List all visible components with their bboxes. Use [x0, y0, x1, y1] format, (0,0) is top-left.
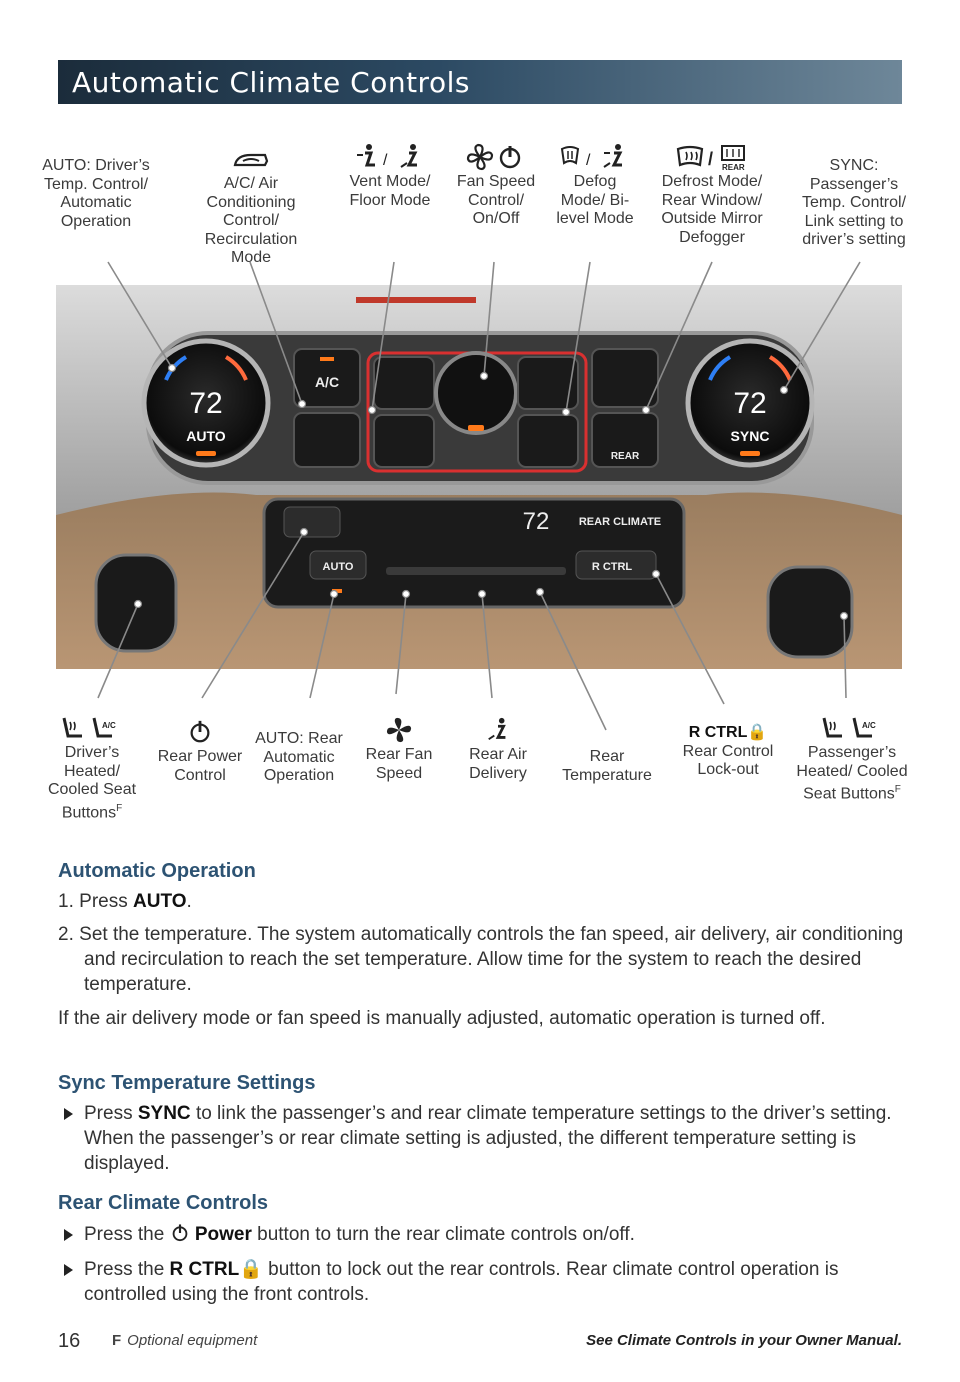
optional-equipment-mark-2: F [894, 784, 901, 795]
bullet-arrow-icon [64, 1229, 73, 1241]
ac-button-label: A/C [314, 374, 340, 390]
footnote-text: Optional equipment [127, 1332, 258, 1349]
step-2-text: Set the temperature. The system automatically controls the fan speed, air delivery, air conditioning and recirculation to reach the set temperature. Allow time for the system to reach the desired temperature. [79, 924, 904, 995]
defrost-rear-window-icon [650, 143, 774, 173]
vent-floor-icon [344, 143, 436, 173]
fan-speed-knob[interactable] [436, 353, 516, 433]
rear-b1-pre: Press the [84, 1224, 165, 1245]
callout-auto [36, 157, 156, 231]
bullet-arrow-icon [64, 1108, 73, 1120]
callout-passenger-seat-text: Passenger’s Heated/ Cooled Seat Buttons [796, 744, 908, 803]
fan-power-icon [456, 143, 536, 173]
step-1-pre: Press [79, 891, 128, 912]
callout-vent [344, 143, 436, 210]
climate-panel-photo [56, 285, 902, 669]
rear-b2-post: button to lock out the rear controls. Rear climate control operation is controlled using the front controls. [84, 1259, 839, 1305]
fan-icon [354, 716, 444, 746]
callout-rear-lockout-text: Rear Control Lock-out [682, 742, 774, 778]
sync-bullet [58, 1101, 908, 1176]
callout-defog-text: Defog Mode/ Bi-level Mode [556, 173, 634, 227]
heated-cooled-seat-icon [38, 714, 146, 744]
callout-rear-auto [252, 730, 346, 786]
rear-b1-keyword: Power [194, 1224, 252, 1245]
callout-rear-temp-text: Rear Temperature [562, 748, 652, 784]
header-bar [58, 60, 902, 104]
rear-button-label: REAR [610, 451, 640, 462]
callout-sync [792, 157, 916, 250]
vent-mode-button[interactable] [374, 357, 434, 409]
rear-controls-title: Rear Climate Controls [58, 1192, 269, 1214]
power-icon [170, 1223, 190, 1243]
callout-defrost-text: Defrost Mode/ Rear Window/ Outside Mirror Defogger [661, 173, 763, 246]
lock-icon: 🔒 [239, 1259, 263, 1280]
callout-rear-power-text: Rear Power Control [157, 748, 243, 784]
rear-power-bullet [58, 1222, 908, 1247]
callout-defrost [650, 143, 774, 247]
rear-ctrl-icon-text: R CTRL [688, 724, 748, 741]
callout-defog [552, 143, 638, 229]
defog-bilevel-icon [552, 143, 638, 173]
rear-ctrl-bullet [58, 1257, 908, 1307]
rear-b1-post: button to turn the rear climate controls on/off. [257, 1224, 635, 1245]
optional-equipment-mark: F [116, 802, 123, 814]
step-1-keyword: AUTO [133, 891, 187, 912]
sync-post: to link the passenger’s and rear climate temperature settings to the driver’s setting. When the passenger’s or rear climate setting is adjusted, the different temperature setting is displayed. [84, 1103, 892, 1174]
recirculation-icon [184, 147, 318, 175]
callout-rear-auto-text: AUTO: Rear Automatic Operation [255, 730, 343, 784]
defrost-button[interactable] [592, 349, 658, 407]
callout-ac [184, 147, 318, 268]
driver-seat-controls[interactable] [96, 555, 176, 651]
step-1 [58, 889, 908, 914]
passenger-seat-ac-mark: A/C [862, 721, 876, 730]
recirculation-button[interactable] [294, 413, 360, 467]
callout-ac-text: A/C/ Air Conditioning Control/ Recirculation Mode [204, 175, 298, 266]
callout-auto-text: AUTO: Driver’s Temp. Control/ Automatic Operation [42, 157, 150, 230]
passenger-temp-readout: 72 [733, 387, 767, 420]
svg-text:REAR: REAR [722, 163, 745, 171]
callout-passenger-seat [794, 714, 910, 804]
callout-sync-text: SYNC: Passenger’s Temp. Control/ Link setting to driver’s setting [801, 157, 907, 248]
callout-driver-seat [38, 714, 146, 822]
sync-keyword: SYNC [137, 1103, 191, 1124]
bullet-arrow-icon [64, 1264, 73, 1276]
auto-off-paragraph: If the air delivery mode or fan speed is manually adjusted, automatic operation is turned off. [58, 1008, 826, 1029]
callout-rear-air [456, 716, 540, 783]
step-2 [58, 922, 908, 997]
page-number: 16 [58, 1330, 81, 1352]
callout-fan-text: Fan Speed Control/ On/Off [456, 173, 536, 227]
footnote-mark: F [112, 1332, 122, 1349]
sync-settings-title: Sync Temperature Settings [58, 1072, 316, 1094]
callout-rear-fan-text: Rear Fan Speed [365, 746, 433, 782]
step-2-number: 2. [58, 924, 74, 945]
callout-rear-fan [354, 716, 444, 783]
step-1-post: . [186, 891, 192, 912]
rear-power-button[interactable] [284, 507, 340, 537]
footnote [112, 1332, 257, 1349]
step-1-number: 1. [58, 891, 74, 912]
rear-b2-pre: Press the [84, 1259, 165, 1280]
power-icon [150, 718, 250, 748]
rear-temp-readout: 72 [522, 508, 550, 535]
bilevel-mode-button[interactable] [518, 415, 578, 467]
automatic-operation-title: Automatic Operation [58, 860, 256, 882]
callout-driver-seat-text: Driver’s Heated/ Cooled Seat Buttons [47, 744, 137, 821]
driver-temp-readout: 72 [189, 387, 223, 420]
callout-vent-text: Vent Mode/ Floor Mode [349, 173, 431, 209]
sync-label: SYNC [730, 428, 770, 444]
page-title: Automatic Climate Controls [72, 66, 470, 99]
svg-text:/: / [383, 152, 388, 169]
rear-b2-keyword: R CTRL [169, 1259, 240, 1280]
rear-slider-track[interactable] [386, 567, 566, 575]
callout-rear-lockout [672, 724, 784, 780]
passenger-seat-controls[interactable] [768, 567, 852, 657]
callout-rear-temp [552, 748, 662, 785]
floor-mode-button[interactable] [374, 415, 434, 467]
svg-text:/: / [708, 149, 714, 169]
driver-seat-ac-mark: A/C [102, 721, 116, 730]
climate-panel-illustration [56, 285, 902, 669]
driver-auto-label: AUTO [186, 428, 226, 444]
see-owner-manual: See Climate Controls in your Owner Manual. [586, 1332, 902, 1349]
svg-text:/: / [586, 152, 591, 169]
rear-ctrl-label: R CTRL [591, 561, 633, 573]
callout-fan [456, 143, 536, 229]
sync-pre: Press [84, 1103, 133, 1124]
callout-rear-air-text: Rear Air Delivery [469, 746, 527, 782]
callout-rear-power [150, 718, 250, 785]
rear-ctrl-lock-icon: R CTRL🔒 [688, 724, 768, 741]
rear-climate-label: REAR CLIMATE [578, 516, 662, 528]
defog-mode-button[interactable] [518, 357, 578, 409]
rear-auto-label: AUTO [322, 561, 354, 573]
passenger-heated-cooled-seat-icon [794, 714, 910, 744]
air-delivery-icon [456, 716, 540, 746]
